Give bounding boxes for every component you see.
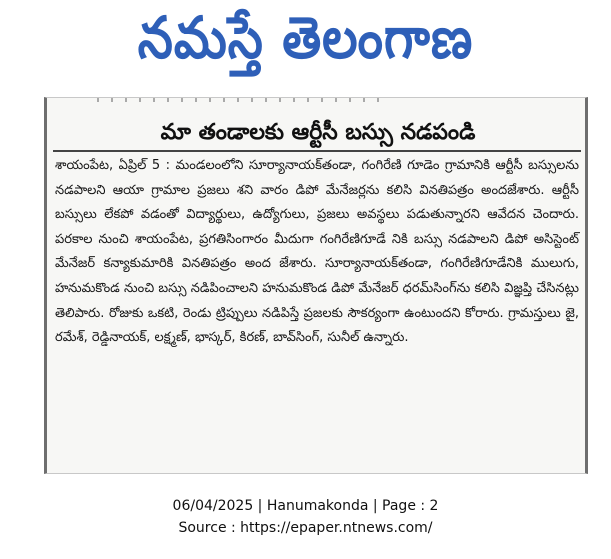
article-clipping [44, 97, 588, 474]
article-headline: మా తండాలకు ఆర్టీసీ బస్సు నడపండి [160, 120, 476, 145]
clipping-cut-edge [97, 98, 387, 102]
newspaper-masthead [0, 0, 611, 90]
headline-divider [53, 150, 581, 152]
masthead-title: నమస్తే తెలంగాణ [137, 4, 474, 71]
article-body: శాయంపేట, ఏప్రిల్ 5 : మండలంలోని సూర్యానాయక్‌తండా, గంగిరేణి గూడెం గ్రామానికి ఆర్టీసీ బస్సులను నడపాలని ఆయా గ్రామాల ప్రజలు శని వారం డిపో మేనేజర్లను కలిసి వినతిపత్రం అందజేశారు. ఆర్టీసీ బస్సులు లేకపో వడంతో విద్యార్థులు, ఉద్యోగులు, ప్రజలు అవస్థలు పడుతున్నారని ఆవేదన చెందారు. పరకాల నుంచి శాయంపేట, ప్రగతిసింగారం మీదుగా గంగిరేణిగూడే నికి బస్సు నడపాలని డిపో అసిస్టెంట్ మేనేజర్ కన్యాకుమారికి వినతిపత్రం అంద జేశారు. సూర్యానాయక్‌తండా, గంగిరేణిగూడేనికి ములుగు, హనుమకొండ నుంచి బస్సు నడిపించాలని హనుమకొండ డిపో మేనేజర్ ధరమ్‌సింగ్‌ను కలిసి విజ్ఞప్తి చేసినట్లు తెలిపారు. రోజుకు ఒకటి, రెండు ట్రిప్పులు నడిపిస్తే ప్రజలకు సౌకర్యంగా ఉంటుందని కోరారు. గ్రామస్తులు జై, రమేశ్, రెడ్డినాయక్, లక్ష్మణ్, భాస్కర్, కిరణ్, బావ్‌సింగ్, సునీల్ ఉన్నారు. [55, 158, 579, 346]
source-link[interactable]: Source : https://epaper.ntnews.com/ [178, 520, 433, 536]
edition-info: 06/04/2025 | Hanumakonda | Page : 2 [172, 498, 439, 514]
